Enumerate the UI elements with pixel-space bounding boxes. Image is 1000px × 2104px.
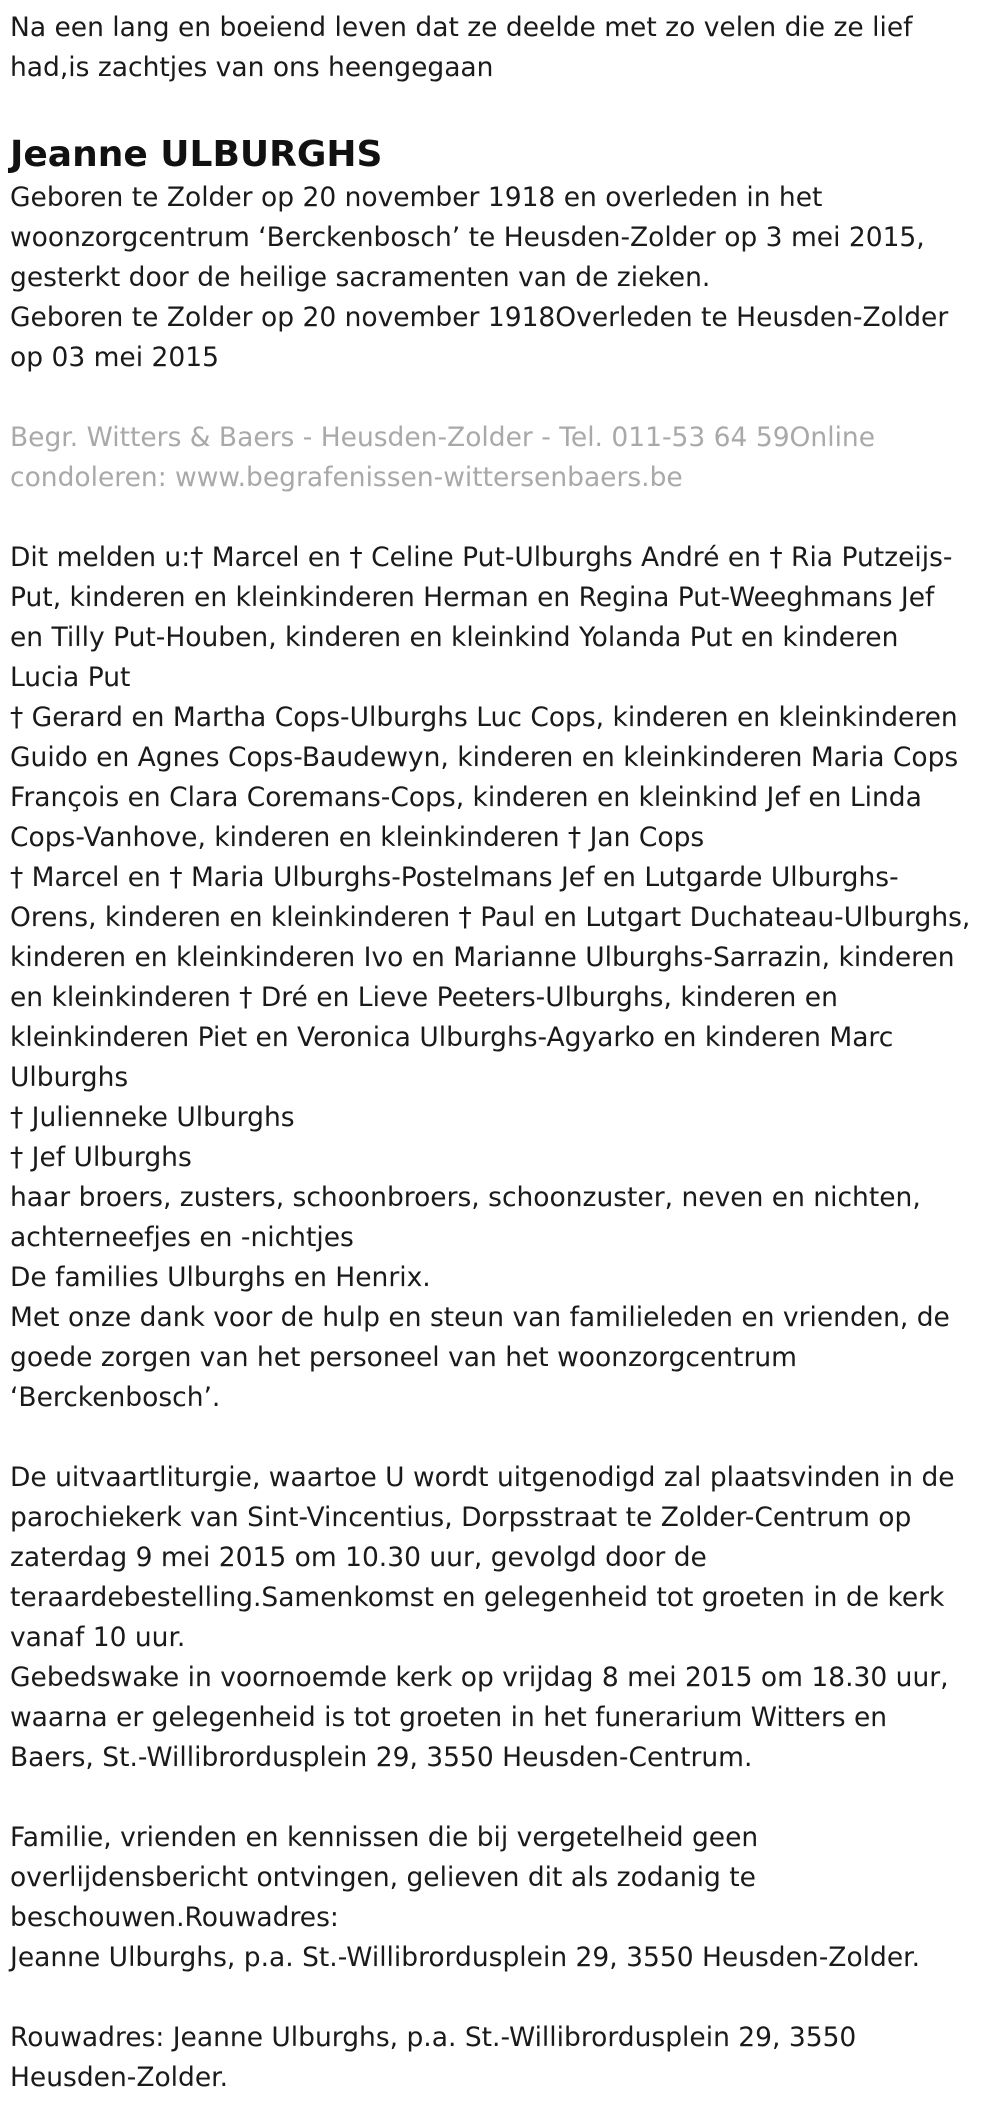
birth-death-text: Geboren te Zolder op 20 november 1918 en overleden in het woonzorgcentrum ‘Berckenbosch’ te Heusden-Zolder op 3 mei 2015, gesterkt door de heilige sacramenten van de zieken.	[10, 182, 925, 293]
deceased-name: Jeanne ULBURGHS	[10, 134, 383, 175]
family-paragraph: Dit melden u:† Marcel en † Celine Put-Ulburghs André en † Ria Putzeijs-Put, kinderen en kleinkinderen Herman en Regina Put-Weeghmans Jef en Tilly Put-Houben, kinderen en kleinkind Yolanda Put en kinderen Lucia Put	[10, 542, 953, 693]
undertaker-info: Begr. Witters & Baers - Heusden-Zolder - Tel. 011-53 64 59Online condoleren: www.begrafenissen-wittersenbaers.be	[10, 422, 876, 493]
family-paragraph: † Jef Ulburghs	[10, 1142, 192, 1173]
funeral-paragraph: De uitvaartliturgie, waartoe U wordt uitgenodigd zal plaatsvinden in de parochiekerk van Sint-Vincentius, Dorpsstraat te Zolder-Centrum op zaterdag 9 mei 2015 om 10.30 uur, gevolgd door de teraardebestelling.Samenkomst en gelegenheid tot groeten in de kerk vanaf 10 uur.	[10, 1462, 955, 1653]
family-paragraph: † Julienneke Ulburghs	[10, 1102, 295, 1133]
thanks-paragraph: Met onze dank voor de hulp en steun van familieleden en vrienden, de goede zorgen van het personeel van het woonzorgcentrum ‘Berckenbosch’.	[10, 1302, 950, 1413]
notice-paragraph: Familie, vrienden en kennissen die bij vergetelheid geen overlijdensbericht ontvingen, gelieven dit als zodanig te beschouwen.Rouwadres:	[10, 1822, 759, 1933]
intro-text: Na een lang en boeiend leven dat ze deelde met zo velen die ze lief had,is zachtjes van ons heengegaan	[10, 12, 913, 83]
birth-death-summary: Geboren te Zolder op 20 november 1918Overleden te Heusden-Zolder op 03 mei 2015	[10, 302, 949, 373]
family-paragraph: De families Ulburghs en Henrix.	[10, 1262, 431, 1293]
family-paragraph: † Gerard en Martha Cops-Ulburghs Luc Cops, kinderen en kleinkinderen Guido en Agnes Cops-Baudewyn, kinderen en kleinkinderen Maria Cops François en Clara Coremans-Cops, kinderen en kleinkind Jef en Linda Cops-Vanhove, kinderen en kleinkinderen † Jan Cops	[10, 702, 959, 853]
mourning-address: Rouwadres: Jeanne Ulburghs, p.a. St.-Willibrordusplein 29, 3550 Heusden-Zolder.	[10, 2022, 857, 2093]
family-paragraph: † Marcel en † Maria Ulburghs-Postelmans Jef en Lutgarde Ulburghs-Orens, kinderen en kleinkinderen † Paul en Lutgart Duchateau-Ulburghs, kinderen en kleinkinderen Ivo en Marianne Ulburghs-Sarrazin, kinderen en kleinkinderen † Dré en Lieve Peeters-Ulburghs, kinderen en kleinkinderen Piet en Veronica Ulburghs-Agyarko en kinderen Marc Ulburghs	[10, 862, 971, 1093]
notice-address: Jeanne Ulburghs, p.a. St.-Willibrordusplein 29, 3550 Heusden-Zolder.	[10, 1942, 921, 1973]
family-paragraph: haar broers, zusters, schoonbroers, schoonzuster, neven en nichten, achterneefjes en -nichtjes	[10, 1182, 921, 1253]
wake-paragraph: Gebedswake in voornoemde kerk op vrijdag 8 mei 2015 om 18.30 uur, waarna er gelegenheid is tot groeten in het funerarium Witters en Baers, St.-Willibrordusplein 29, 3550 Heusden-Centrum.	[10, 1662, 949, 1773]
